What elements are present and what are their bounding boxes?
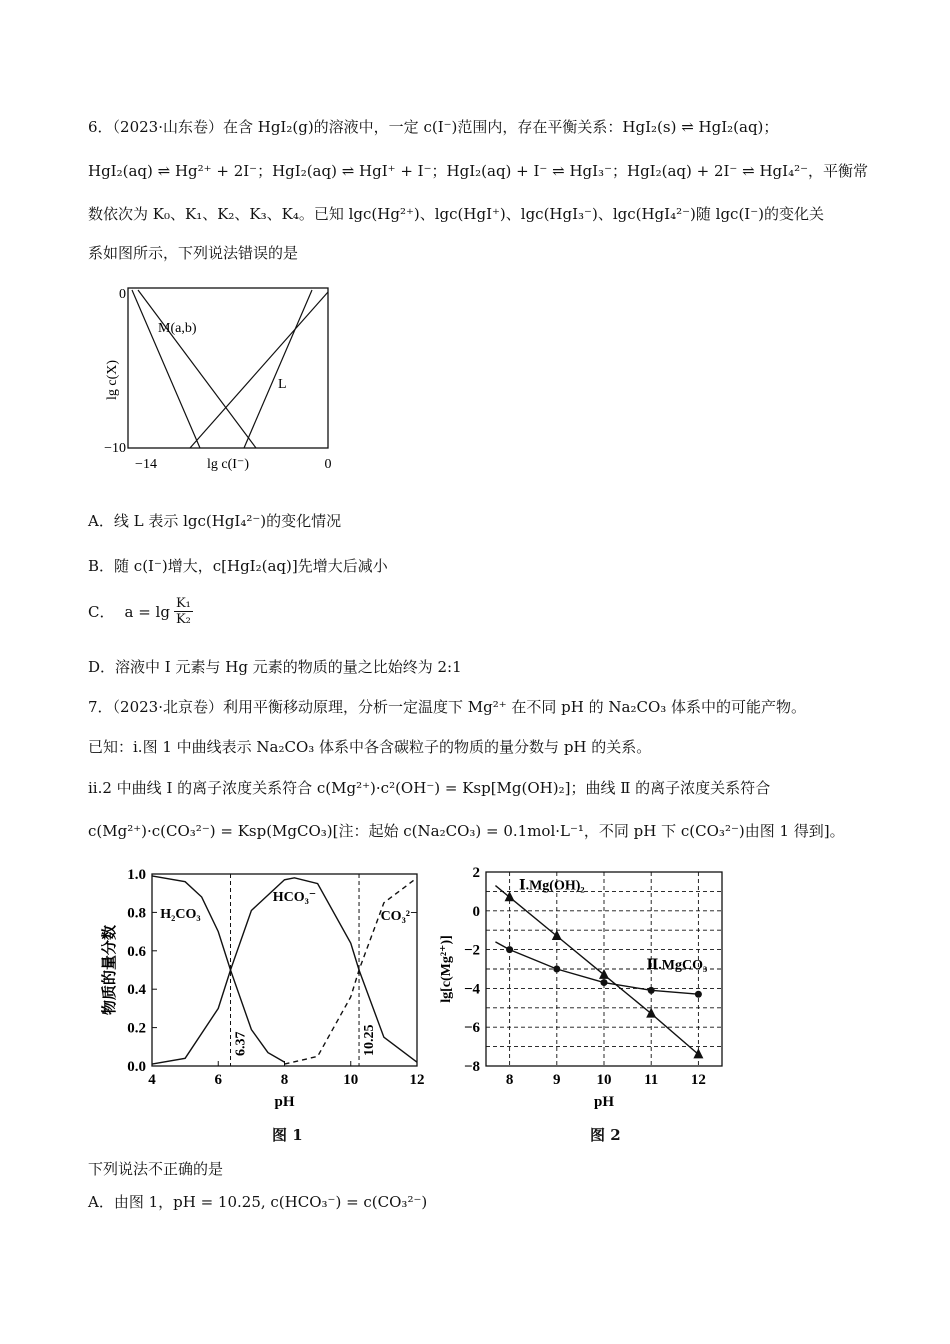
q6-y-top: 0: [119, 287, 126, 302]
fig2-xtick-label: 9: [553, 1072, 561, 1088]
fig1-ytick-label: 0.8: [127, 905, 146, 922]
q7-option-a: A．由图 1，pH = 10.25, c(HCO₃⁻) = c(CO₃²⁻): [88, 1193, 428, 1211]
q6-option-c-num: K₁: [175, 596, 191, 611]
fig2-point-circle: [695, 991, 702, 998]
q6-option-a: A．线 L 表示 lgc(HgI₄²⁻)的变化情况: [88, 512, 342, 530]
q7-prompt: 下列说法不正确的是: [88, 1160, 224, 1178]
fig1-xtick-label: 10: [343, 1072, 359, 1088]
q6-option-c-fraction: [174, 596, 193, 627]
fig2-ylabel: lg[c(Mg²⁺)]: [439, 935, 454, 1003]
fig2-point-circle: [553, 966, 560, 973]
q6-xlabel: lg c(I⁻): [207, 457, 249, 472]
q7-line-4: c(Mg²⁺)·c(CO₃²⁻) = Ksp(MgCO₃)[注：起始 c(Na₂CO₃) = 0.1mol·L⁻¹，不同 pH 下 c(CO₃²⁻)由图 1 得到]。: [88, 822, 845, 840]
fig1-series-0: [152, 876, 285, 1062]
fig1-ytick-label: 0.4: [127, 982, 146, 999]
q6-option-c: [88, 596, 193, 627]
fig1-xtick-label: 12: [409, 1072, 425, 1088]
fig1-ylabel: 物质的量分数: [102, 924, 118, 1016]
fig2-xtick-label: 11: [644, 1072, 659, 1088]
fig2-xlabel: pH: [593, 1094, 615, 1110]
q7-fig2-caption: 图 2: [590, 1126, 621, 1144]
fig2-ytick-label: −6: [463, 1020, 480, 1037]
fig2-point-circle: [601, 979, 608, 986]
q6-figure: [90, 280, 350, 475]
fig2-curve2-label: Ⅱ.MgCO₃: [646, 958, 708, 973]
fig1-series-1: [152, 878, 417, 1064]
q6-line-1: 6．（2023·山东卷）在含 HgI₂(g)的溶液中，一定 c(I⁻)范围内，存在平衡关系：HgI₂(s) ⇌ HgI₂(aq)；: [88, 118, 779, 136]
q6-option-c-den: K₂: [175, 612, 191, 627]
q6-line-4: 系如图所示，下列说法错误的是: [88, 244, 299, 262]
q6-x-left: −14: [135, 457, 157, 472]
q6-y-bottom: −10: [104, 441, 126, 456]
fig2-ytick-label: −8: [463, 1059, 480, 1075]
fig2-xtick-label: 8: [505, 1072, 514, 1088]
fig1-xtick-label: 8: [280, 1072, 289, 1088]
fig2-xtick-label: 10: [596, 1072, 612, 1088]
q6-option-b: B．随 c(I⁻)增大，c[HgI₂(aq)]先增大后减小: [88, 557, 388, 575]
q7-line-2: 已知：i.图 1 中曲线表示 Na₂CO₃ 体系中各含碳粒子的物质的量分数与 pH 的关系。: [88, 738, 652, 756]
q7-line-3: ii.2 中曲线 Ⅰ 的离子浓度关系符合 c(Mg²⁺)·c²(OH⁻) = Ksp[Mg(OH)₂]；曲线 Ⅱ 的离子浓度关系符合: [88, 779, 771, 797]
fig1-species-label: CO₃²⁻: [380, 909, 418, 925]
fig2-point-circle: [648, 987, 655, 994]
fig2-point-triangle: [693, 1048, 703, 1058]
q7-fig1-caption: 图 1: [272, 1126, 303, 1144]
fig2-point-circle: [506, 946, 513, 953]
fig1-species-label: H₂CO₃: [160, 907, 201, 923]
fig2-point-triangle: [552, 930, 562, 940]
q7-figure-2: [436, 860, 736, 1120]
q6-ylabel: lg c(X): [105, 359, 120, 400]
fig2-ytick-label: −4: [463, 981, 480, 998]
q6-option-c-expr: a = lg: [124, 602, 170, 621]
q6-option-d: D．溶液中 I 元素与 Hg 元素的物质的量之比始终为 2:1: [88, 658, 462, 676]
fig2-point-triangle: [599, 969, 609, 979]
q6-line-3: 数依次为 K₀、K₁、K₂、K₃、K₄。已知 lgc(Hg²⁺)、lgc(HgI⁺)、lgc(HgI₃⁻)、lgc(HgI₄²⁻)随 lgc(I⁻)的变化关: [88, 205, 824, 223]
fig1-xlabel: pH: [274, 1094, 295, 1110]
fig2-point-triangle: [505, 891, 515, 901]
fig2-point-triangle: [646, 1008, 656, 1018]
fig1-ytick-label: 0.6: [127, 943, 146, 960]
fig1-ytick-label: 1.0: [127, 867, 146, 883]
q7-figure-1: [92, 860, 432, 1120]
q6-curve-label: L: [278, 377, 287, 392]
fig1-ytick-label: 0.0: [127, 1059, 146, 1075]
fig2-ytick-label: 0: [472, 903, 480, 920]
fig2-xtick-label: 12: [690, 1072, 706, 1088]
fig1-xtick-label: 6: [214, 1072, 222, 1088]
q6-option-c-prefix: C．: [88, 603, 115, 621]
fig2-curve1-label: Ⅰ.Mg(OH)₂: [519, 878, 585, 894]
fig2-ytick-label: −2: [463, 942, 480, 959]
fig1-vline-label: 6.37: [233, 1031, 249, 1056]
q6-x-right: 0: [324, 457, 332, 472]
q6-point-label: M(a,b): [158, 321, 197, 336]
fig1-species-label: HCO₃⁻: [272, 889, 317, 905]
fig2-ytick-label: 2: [472, 865, 480, 881]
fig1-series-2: [285, 878, 418, 1064]
q7-line-1: 7．（2023·北京卷）利用平衡移动原理，分析一定温度下 Mg²⁺ 在不同 pH 的 Na₂CO₃ 体系中的可能产物。: [88, 698, 807, 716]
fig1-vline-label: 10.25: [362, 1024, 378, 1056]
q6-line-2: HgI₂(aq) ⇌ Hg²⁺ + 2I⁻；HgI₂(aq) ⇌ HgI⁺ + I⁻；HgI₂(aq) + I⁻ ⇌ HgI₃⁻；HgI₂(aq) + 2I⁻ ⇌ HgI₄²⁻，平衡常: [88, 162, 869, 180]
fig1-xtick-label: 4: [148, 1072, 156, 1088]
fig1-ytick-label: 0.2: [127, 1020, 146, 1037]
